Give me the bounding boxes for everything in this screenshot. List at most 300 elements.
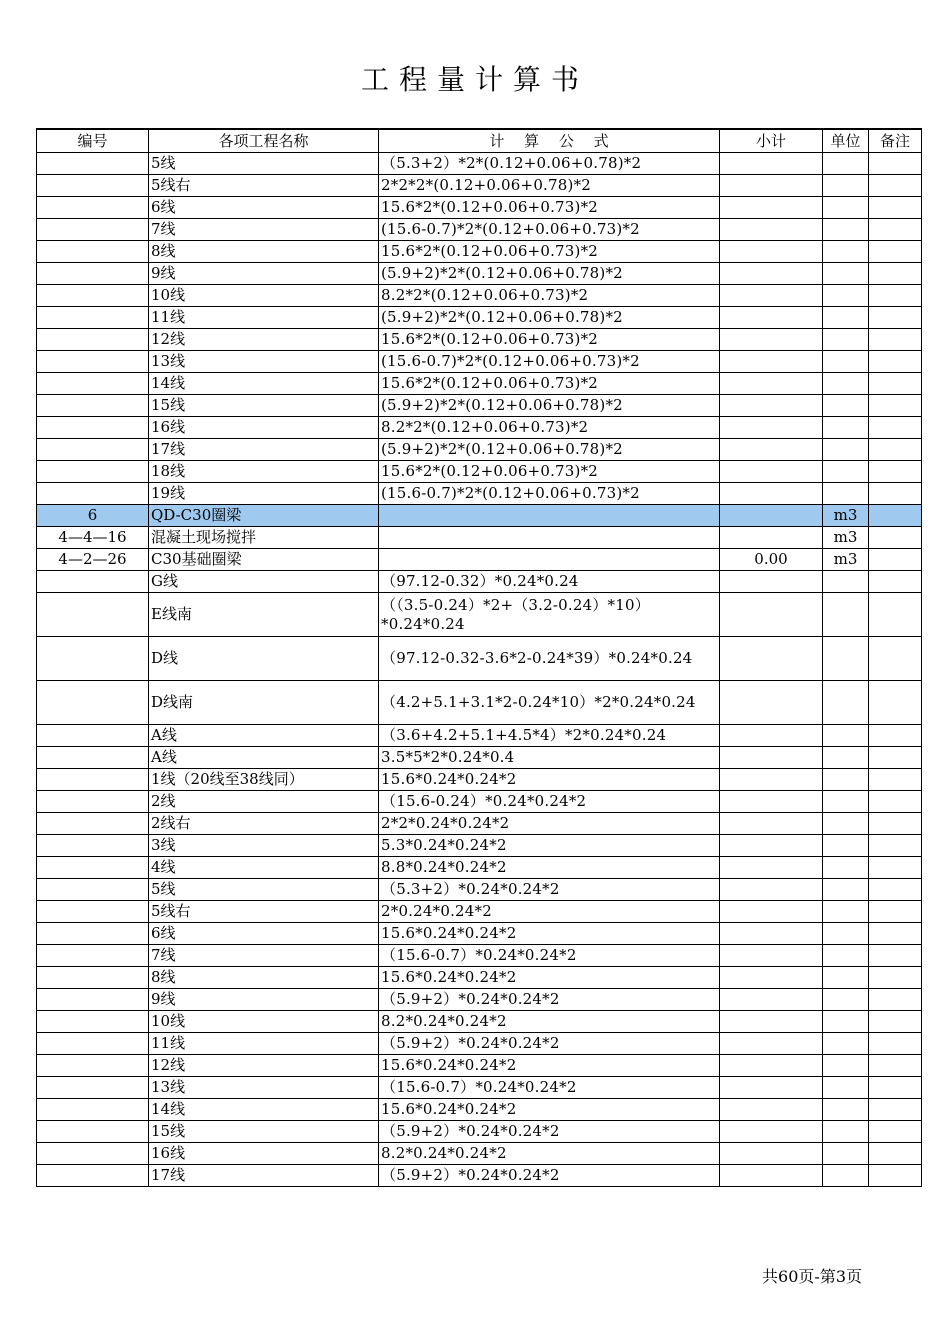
page-title: 工程量计算书 xyxy=(360,63,589,96)
row-unit xyxy=(823,945,869,967)
row-remark xyxy=(869,175,922,197)
row-formula: （3.6+4.2+5.1+4.5*4）*2*0.24*0.24 xyxy=(379,725,720,747)
row-item-name: 5线 xyxy=(149,153,379,175)
row-number xyxy=(37,681,149,725)
row-subtotal xyxy=(720,835,823,857)
row-remark xyxy=(869,1033,922,1055)
row-formula: 15.6*2*(0.12+0.06+0.73)*2 xyxy=(379,373,720,395)
row-number xyxy=(37,1055,149,1077)
row-number xyxy=(37,791,149,813)
row-remark xyxy=(869,461,922,483)
row-number xyxy=(37,1143,149,1165)
table-row xyxy=(37,527,922,549)
row-remark xyxy=(869,263,922,285)
row-unit xyxy=(823,1099,869,1121)
row-remark xyxy=(869,1099,922,1121)
row-unit xyxy=(823,241,869,263)
row-item-name: 19线 xyxy=(149,483,379,505)
row-subtotal xyxy=(720,175,823,197)
row-subtotal xyxy=(720,505,823,527)
row-number xyxy=(37,923,149,945)
row-unit xyxy=(823,483,869,505)
row-remark xyxy=(869,791,922,813)
row-number xyxy=(37,835,149,857)
table-row xyxy=(37,373,922,395)
row-item-name: 16线 xyxy=(149,1143,379,1165)
row-formula: （97.12-0.32-3.6*2-0.24*39）*0.24*0.24 xyxy=(379,637,720,681)
row-unit xyxy=(823,879,869,901)
row-formula: （5.3+2）*0.24*0.24*2 xyxy=(379,879,720,901)
table-row xyxy=(37,901,922,923)
row-subtotal xyxy=(720,1011,823,1033)
row-number xyxy=(37,879,149,901)
table-header-row xyxy=(37,129,922,153)
row-item-name: 2线右 xyxy=(149,813,379,835)
row-remark xyxy=(869,571,922,593)
table-row xyxy=(37,307,922,329)
row-item-name: 5线 xyxy=(149,879,379,901)
row-item-name: 14线 xyxy=(149,1099,379,1121)
row-number xyxy=(37,1165,149,1187)
row-formula: (15.6-0.7)*2*(0.12+0.06+0.73)*2 xyxy=(379,483,720,505)
row-formula: （15.6-0.7）*0.24*0.24*2 xyxy=(379,945,720,967)
table-row xyxy=(37,153,922,175)
row-number xyxy=(37,945,149,967)
row-unit xyxy=(823,923,869,945)
row-remark xyxy=(869,681,922,725)
row-remark xyxy=(869,769,922,791)
row-remark xyxy=(869,725,922,747)
row-subtotal xyxy=(720,791,823,813)
row-number xyxy=(37,285,149,307)
row-formula: (5.9+2)*2*(0.12+0.06+0.78)*2 xyxy=(379,395,720,417)
row-formula: 15.6*0.24*0.24*2 xyxy=(379,1099,720,1121)
row-subtotal xyxy=(720,329,823,351)
row-item-name: 6线 xyxy=(149,197,379,219)
row-remark xyxy=(869,857,922,879)
row-item-name: 15线 xyxy=(149,395,379,417)
row-number xyxy=(37,395,149,417)
header-formula: 计 算 公 式 xyxy=(379,129,720,153)
row-subtotal xyxy=(720,285,823,307)
row-remark xyxy=(869,1055,922,1077)
row-unit xyxy=(823,307,869,329)
row-remark xyxy=(869,417,922,439)
row-item-name: 9线 xyxy=(149,989,379,1011)
row-formula: 2*2*2*(0.12+0.06+0.78)*2 xyxy=(379,175,720,197)
row-number xyxy=(37,1121,149,1143)
row-number xyxy=(37,307,149,329)
table-row xyxy=(37,197,922,219)
row-unit xyxy=(823,1055,869,1077)
header-unit: 单位 xyxy=(823,129,869,153)
row-formula: (5.9+2)*2*(0.12+0.06+0.78)*2 xyxy=(379,307,720,329)
row-remark xyxy=(869,1011,922,1033)
row-formula: （5.9+2）*0.24*0.24*2 xyxy=(379,1165,720,1187)
row-formula xyxy=(379,505,720,527)
table-row xyxy=(37,879,922,901)
row-unit xyxy=(823,461,869,483)
row-unit xyxy=(823,769,869,791)
row-remark xyxy=(869,307,922,329)
row-item-name: 8线 xyxy=(149,241,379,263)
row-number xyxy=(37,329,149,351)
row-number xyxy=(37,857,149,879)
row-item-name: 18线 xyxy=(149,461,379,483)
row-subtotal xyxy=(720,747,823,769)
table-row xyxy=(37,549,922,571)
row-item-name: 9线 xyxy=(149,263,379,285)
row-subtotal xyxy=(720,945,823,967)
row-number xyxy=(37,197,149,219)
row-item-name: 17线 xyxy=(149,1165,379,1187)
row-formula: 15.6*2*(0.12+0.06+0.73)*2 xyxy=(379,197,720,219)
table-row xyxy=(37,791,922,813)
table-row xyxy=(37,835,922,857)
row-formula: 15.6*2*(0.12+0.06+0.73)*2 xyxy=(379,461,720,483)
row-remark xyxy=(869,219,922,241)
row-subtotal xyxy=(720,417,823,439)
row-item-name: 4线 xyxy=(149,857,379,879)
row-formula: （5.9+2）*0.24*0.24*2 xyxy=(379,1033,720,1055)
row-unit xyxy=(823,1077,869,1099)
row-item-name: QD-C30圈梁 xyxy=(149,505,379,527)
row-formula xyxy=(379,549,720,571)
row-subtotal xyxy=(720,439,823,461)
header-item-name: 各项工程名称 xyxy=(149,129,379,153)
row-item-name: 15线 xyxy=(149,1121,379,1143)
row-formula: (5.9+2)*2*(0.12+0.06+0.78)*2 xyxy=(379,439,720,461)
row-subtotal xyxy=(720,1143,823,1165)
row-formula: 15.6*2*(0.12+0.06+0.73)*2 xyxy=(379,329,720,351)
row-remark xyxy=(869,153,922,175)
row-number xyxy=(37,989,149,1011)
row-remark xyxy=(869,945,922,967)
table-row xyxy=(37,1011,922,1033)
row-remark xyxy=(869,901,922,923)
table-row xyxy=(37,395,922,417)
row-remark xyxy=(869,1121,922,1143)
row-number xyxy=(37,593,149,637)
row-formula: （97.12-0.32）*0.24*0.24 xyxy=(379,571,720,593)
row-unit xyxy=(823,175,869,197)
row-item-name: 2线 xyxy=(149,791,379,813)
row-unit xyxy=(823,813,869,835)
row-number xyxy=(37,901,149,923)
row-formula: 3.5*5*2*0.24*0.4 xyxy=(379,747,720,769)
table-row xyxy=(37,263,922,285)
row-subtotal xyxy=(720,263,823,285)
row-unit xyxy=(823,329,869,351)
row-subtotal xyxy=(720,1099,823,1121)
table-row xyxy=(37,725,922,747)
row-item-name: E线南 xyxy=(149,593,379,637)
table-row xyxy=(37,1143,922,1165)
header-remark: 备注 xyxy=(869,129,922,153)
row-unit xyxy=(823,219,869,241)
table-row xyxy=(37,637,922,681)
row-number xyxy=(37,373,149,395)
row-item-name: G线 xyxy=(149,571,379,593)
row-subtotal xyxy=(720,527,823,549)
row-subtotal xyxy=(720,637,823,681)
row-item-name: 8线 xyxy=(149,967,379,989)
row-subtotal xyxy=(720,857,823,879)
row-item-name: A线 xyxy=(149,747,379,769)
row-unit: m3 xyxy=(823,505,869,527)
table-row xyxy=(37,417,922,439)
row-item-name: 7线 xyxy=(149,219,379,241)
row-number xyxy=(37,725,149,747)
row-unit xyxy=(823,1165,869,1187)
table-row xyxy=(37,681,922,725)
row-formula: 15.6*0.24*0.24*2 xyxy=(379,1055,720,1077)
row-item-name: 10线 xyxy=(149,1011,379,1033)
row-unit: m3 xyxy=(823,549,869,571)
row-formula: (15.6-0.7)*2*(0.12+0.06+0.73)*2 xyxy=(379,219,720,241)
row-unit xyxy=(823,351,869,373)
row-subtotal: 0.00 xyxy=(720,549,823,571)
row-subtotal xyxy=(720,483,823,505)
row-subtotal xyxy=(720,351,823,373)
row-unit xyxy=(823,967,869,989)
row-formula: (15.6-0.7)*2*(0.12+0.06+0.73)*2 xyxy=(379,351,720,373)
table-row xyxy=(37,813,922,835)
row-item-name: 12线 xyxy=(149,1055,379,1077)
row-number xyxy=(37,637,149,681)
row-subtotal xyxy=(720,241,823,263)
table-row xyxy=(37,219,922,241)
row-subtotal xyxy=(720,989,823,1011)
row-subtotal xyxy=(720,197,823,219)
table-row xyxy=(37,923,922,945)
table-row xyxy=(37,439,922,461)
row-remark xyxy=(869,593,922,637)
row-remark xyxy=(869,527,922,549)
row-number xyxy=(37,241,149,263)
row-item-name: 12线 xyxy=(149,329,379,351)
row-number xyxy=(37,417,149,439)
row-number xyxy=(37,219,149,241)
table-body xyxy=(37,153,922,1187)
row-formula: 8.2*0.24*0.24*2 xyxy=(379,1011,720,1033)
row-unit xyxy=(823,835,869,857)
row-item-name: 13线 xyxy=(149,351,379,373)
row-item-name: D线 xyxy=(149,637,379,681)
table-row xyxy=(37,483,922,505)
row-item-name: 13线 xyxy=(149,1077,379,1099)
row-subtotal xyxy=(720,1055,823,1077)
row-item-name: 3线 xyxy=(149,835,379,857)
row-subtotal xyxy=(720,769,823,791)
row-remark xyxy=(869,395,922,417)
row-subtotal xyxy=(720,153,823,175)
row-unit xyxy=(823,153,869,175)
row-remark xyxy=(869,813,922,835)
table-row xyxy=(37,857,922,879)
row-item-name: 1线（20线至38线同） xyxy=(149,769,379,791)
row-remark xyxy=(869,1165,922,1187)
row-number xyxy=(37,175,149,197)
row-item-name: 5线右 xyxy=(149,175,379,197)
row-unit xyxy=(823,285,869,307)
row-number xyxy=(37,1077,149,1099)
row-formula: （5.9+2）*0.24*0.24*2 xyxy=(379,989,720,1011)
row-formula: 8.2*2*(0.12+0.06+0.73)*2 xyxy=(379,285,720,307)
row-unit xyxy=(823,857,869,879)
page-footer: 共60页-第3页 xyxy=(762,1267,862,1286)
row-item-name: 17线 xyxy=(149,439,379,461)
row-remark xyxy=(869,923,922,945)
row-subtotal xyxy=(720,813,823,835)
table-row xyxy=(37,571,922,593)
row-unit xyxy=(823,373,869,395)
row-remark xyxy=(869,637,922,681)
row-formula: 2*0.24*0.24*2 xyxy=(379,901,720,923)
row-subtotal xyxy=(720,593,823,637)
row-formula: 15.6*2*(0.12+0.06+0.73)*2 xyxy=(379,241,720,263)
row-number xyxy=(37,747,149,769)
row-subtotal xyxy=(720,219,823,241)
table-row xyxy=(37,461,922,483)
row-number xyxy=(37,483,149,505)
row-remark xyxy=(869,747,922,769)
row-formula: 15.6*0.24*0.24*2 xyxy=(379,967,720,989)
row-subtotal xyxy=(720,373,823,395)
row-unit xyxy=(823,681,869,725)
row-item-name: 11线 xyxy=(149,307,379,329)
row-remark xyxy=(869,967,922,989)
row-number xyxy=(37,439,149,461)
row-unit xyxy=(823,747,869,769)
row-unit xyxy=(823,593,869,637)
row-remark xyxy=(869,197,922,219)
row-subtotal xyxy=(720,681,823,725)
row-unit: m3 xyxy=(823,527,869,549)
row-number xyxy=(37,351,149,373)
table-row xyxy=(37,1077,922,1099)
row-unit xyxy=(823,989,869,1011)
row-number xyxy=(37,769,149,791)
row-number xyxy=(37,1033,149,1055)
row-unit xyxy=(823,417,869,439)
table-row xyxy=(37,505,922,527)
row-remark xyxy=(869,439,922,461)
row-formula: （5.9+2）*0.24*0.24*2 xyxy=(379,1121,720,1143)
row-item-name: 7线 xyxy=(149,945,379,967)
table-row xyxy=(37,1033,922,1055)
row-unit xyxy=(823,197,869,219)
row-item-name: 14线 xyxy=(149,373,379,395)
table-row xyxy=(37,329,922,351)
row-unit xyxy=(823,395,869,417)
table-row xyxy=(37,989,922,1011)
row-formula: 8.8*0.24*0.24*2 xyxy=(379,857,720,879)
table-row xyxy=(37,1055,922,1077)
row-number xyxy=(37,813,149,835)
row-number xyxy=(37,1011,149,1033)
row-item-name: 5线右 xyxy=(149,901,379,923)
row-formula: 8.2*2*(0.12+0.06+0.73)*2 xyxy=(379,417,720,439)
row-formula: 2*2*0.24*0.24*2 xyxy=(379,813,720,835)
row-remark xyxy=(869,483,922,505)
row-number xyxy=(37,263,149,285)
row-remark xyxy=(869,329,922,351)
row-subtotal xyxy=(720,725,823,747)
row-subtotal xyxy=(720,901,823,923)
row-item-name: A线 xyxy=(149,725,379,747)
row-unit xyxy=(823,791,869,813)
row-remark xyxy=(869,505,922,527)
row-subtotal xyxy=(720,967,823,989)
row-number: 6 xyxy=(37,505,149,527)
row-subtotal xyxy=(720,1033,823,1055)
row-subtotal xyxy=(720,1165,823,1187)
row-formula xyxy=(379,527,720,549)
row-number xyxy=(37,571,149,593)
table-row xyxy=(37,351,922,373)
row-formula: (5.9+2)*2*(0.12+0.06+0.78)*2 xyxy=(379,263,720,285)
header-subtotal: 小计 xyxy=(720,129,823,153)
row-subtotal xyxy=(720,461,823,483)
row-formula: （5.3+2）*2*(0.12+0.06+0.78)*2 xyxy=(379,153,720,175)
row-item-name: 6线 xyxy=(149,923,379,945)
row-item-name: 16线 xyxy=(149,417,379,439)
row-subtotal xyxy=(720,1121,823,1143)
row-number: 4—4—16 xyxy=(37,527,149,549)
table-row xyxy=(37,1121,922,1143)
table-row xyxy=(37,593,922,637)
row-remark xyxy=(869,989,922,1011)
table-row xyxy=(37,747,922,769)
table-row xyxy=(37,1165,922,1187)
row-remark xyxy=(869,351,922,373)
row-number xyxy=(37,461,149,483)
table-row xyxy=(37,967,922,989)
row-subtotal xyxy=(720,1077,823,1099)
row-formula: （15.6-0.7）*0.24*0.24*2 xyxy=(379,1077,720,1099)
row-unit xyxy=(823,1143,869,1165)
row-item-name: 混凝土现场搅拌 xyxy=(149,527,379,549)
row-remark xyxy=(869,835,922,857)
row-number: 4—2—26 xyxy=(37,549,149,571)
row-unit xyxy=(823,725,869,747)
row-remark xyxy=(869,879,922,901)
table-row xyxy=(37,1099,922,1121)
row-item-name: 10线 xyxy=(149,285,379,307)
table-row xyxy=(37,769,922,791)
row-remark xyxy=(869,241,922,263)
row-formula: 8.2*0.24*0.24*2 xyxy=(379,1143,720,1165)
row-formula: 15.6*0.24*0.24*2 xyxy=(379,769,720,791)
row-number xyxy=(37,1099,149,1121)
row-unit xyxy=(823,571,869,593)
row-item-name: 11线 xyxy=(149,1033,379,1055)
row-remark xyxy=(869,285,922,307)
row-subtotal xyxy=(720,307,823,329)
row-number xyxy=(37,967,149,989)
header-number: 编号 xyxy=(37,129,149,153)
row-unit xyxy=(823,901,869,923)
row-subtotal xyxy=(720,395,823,417)
row-number xyxy=(37,153,149,175)
table-row xyxy=(37,285,922,307)
row-subtotal xyxy=(720,879,823,901)
row-subtotal xyxy=(720,923,823,945)
row-unit xyxy=(823,1121,869,1143)
row-unit xyxy=(823,1033,869,1055)
row-formula: （4.2+5.1+3.1*2-0.24*10）*2*0.24*0.24 xyxy=(379,681,720,725)
